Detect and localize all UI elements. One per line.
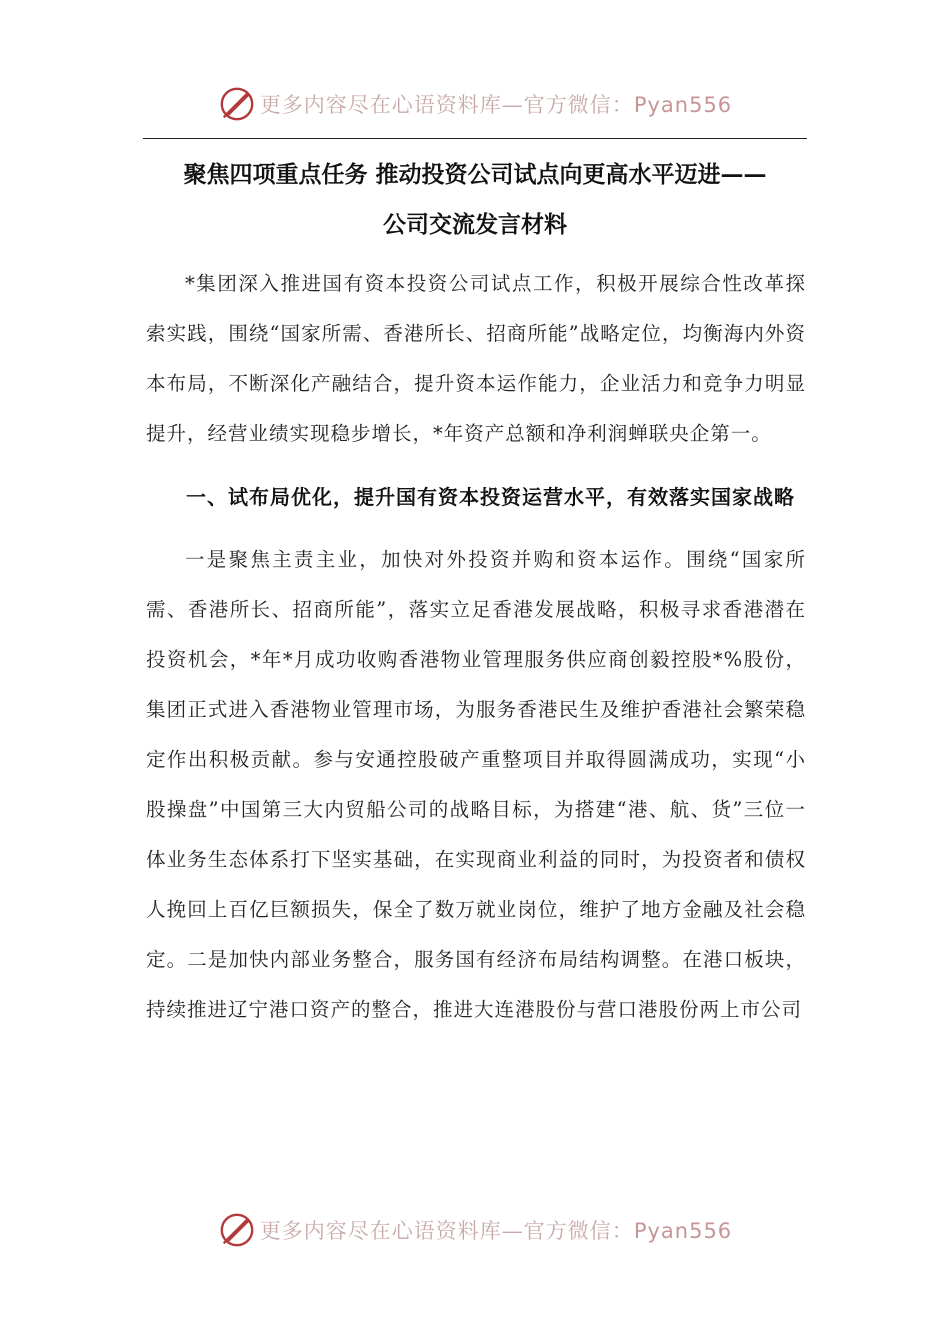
wechat-id: Pyan556: [633, 1219, 733, 1243]
watermark-banner-bottom: [0, 1210, 950, 1250]
document-title: [143, 150, 807, 250]
title-line-1: 聚焦四项重点任务 推动投资公司试点向更高水平迈进——: [183, 161, 767, 188]
quill-logo-icon: [218, 1211, 256, 1249]
intro-paragraph: *集团深入推进国有资本投资公司试点工作，积极开展综合性改革探索实践，围绕“国家所需、香港所长、招商所能”战略定位，均衡海内外资本布局，不断深化产融结合，提升资本运作能力，企业活力和竞争力明显提升，经营业绩实现稳步增长，*年资产总额和净利润蝉联央企第一。: [146, 272, 806, 445]
wechat-id: Pyan556: [633, 93, 733, 117]
quill-logo-icon: [218, 85, 256, 123]
watermark-banner-top: [0, 84, 950, 124]
document-body: [146, 259, 806, 1035]
section-1-paragraph: 一是聚焦主责主业，加快对外投资并购和资本运作。围绕“国家所需、香港所长、招商所能”，落实立足香港发展战略，积极寻求香港潜在投资机会，*年*月成功收购香港物业管理服务供应商创毅控股*%股份，集团正式进入香港物业管理市场，为服务香港民生及维护香港社会繁荣稳定作出积极贡献。参与安通控股破产重整项目并取得圆满成功，实现“小股操盘”中国第三大内贸船公司的战略目标，为搭建“港、航、货”三位一体业务生态体系打下坚实基础，在实现商业利益的同时，为投资者和债权人挽回上百亿巨额损失，保全了数万就业岗位，维护了地方金融及社会稳定。二是加快内部业务整合，服务国有经济布局结构调整。在港口板块，持续推进辽宁港口资产的整合，推进大连港股份与营口港股份两上市公司: [146, 548, 806, 1021]
title-line-2: 公司交流发言材料: [383, 211, 567, 238]
header-rule: [143, 138, 807, 139]
watermark-text: 更多内容尽在心语资料库—官方微信：Pyan556: [259, 93, 733, 117]
section-1-heading: 一、试布局优化，提升国有资本投资运营水平，有效落实国家战略: [186, 485, 795, 509]
watermark-text: 更多内容尽在心语资料库—官方微信：Pyan556: [259, 1219, 733, 1243]
